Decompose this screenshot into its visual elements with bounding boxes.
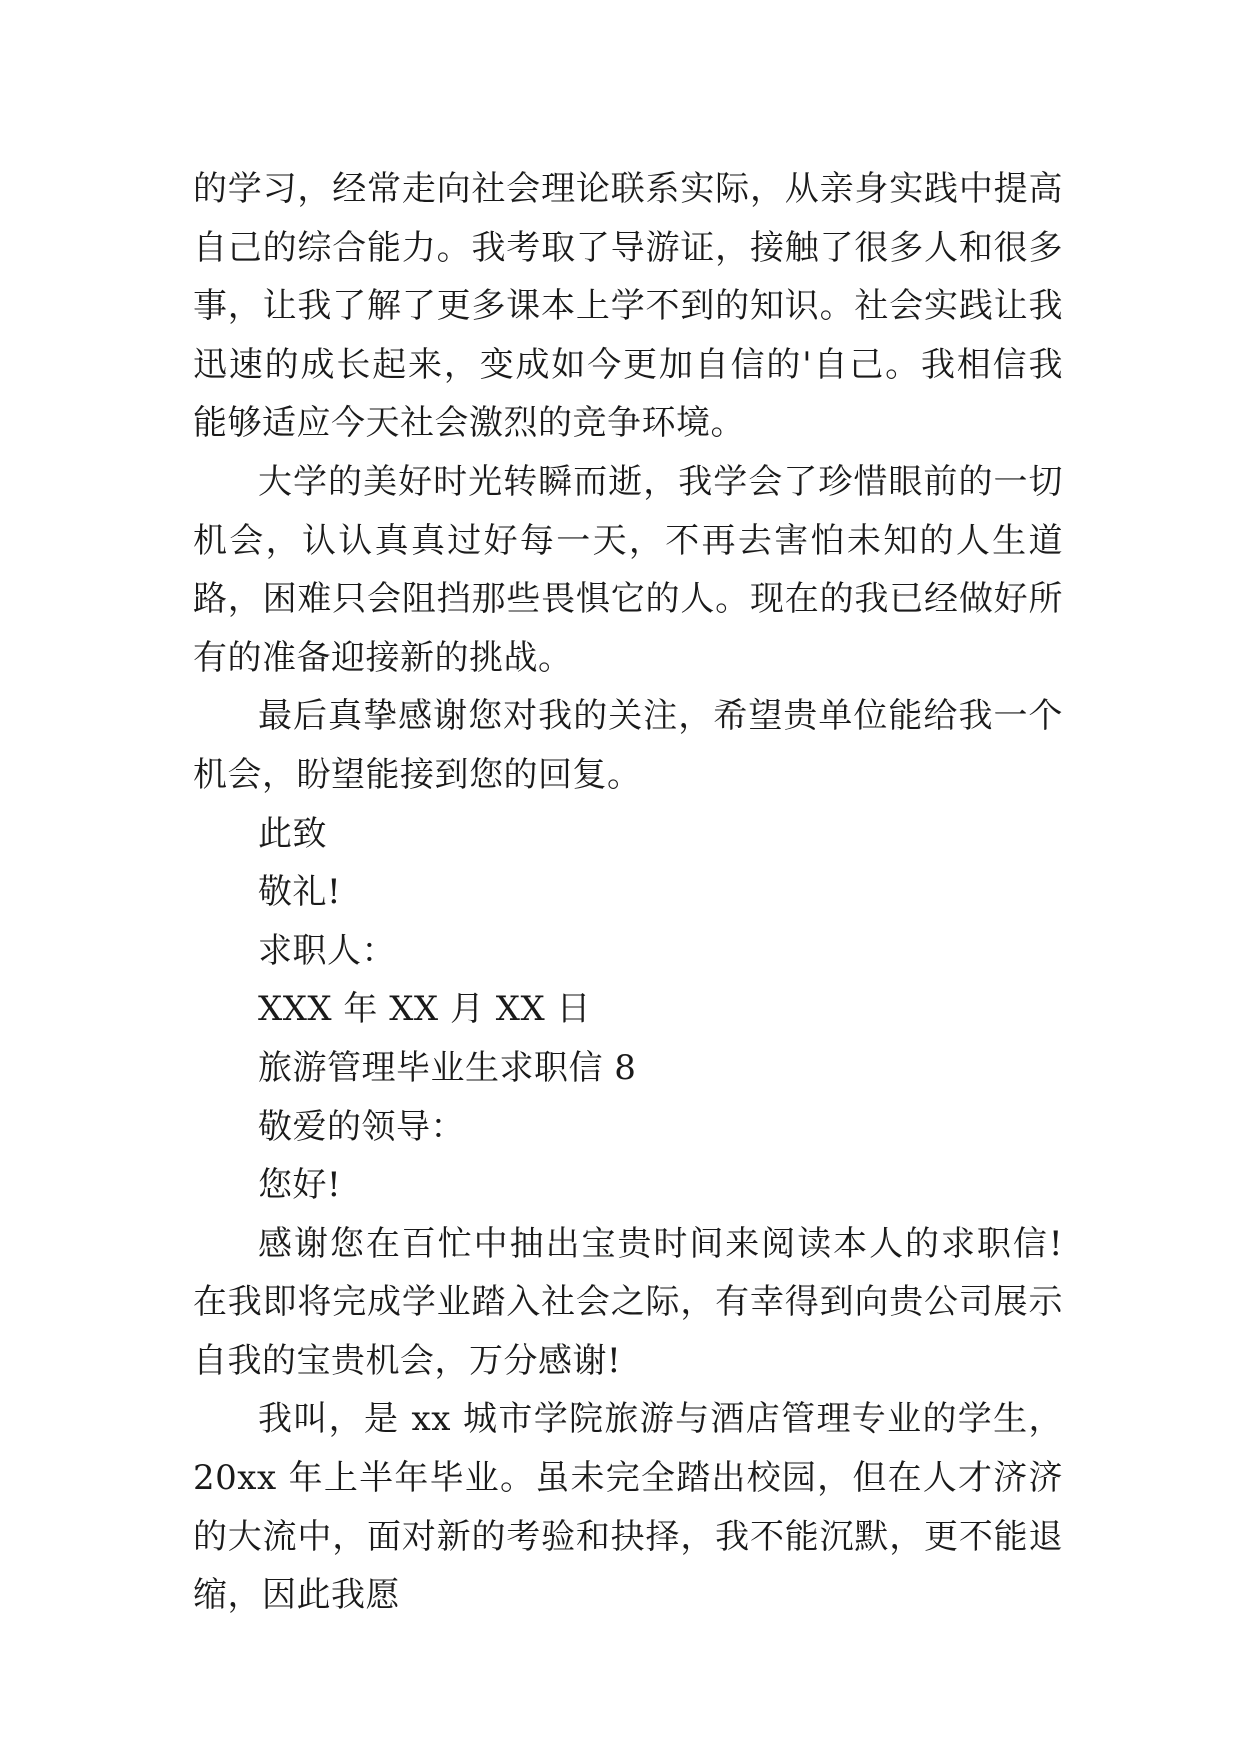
paragraph-introduction: 我叫，是 xx 城市学院旅游与酒店管理专业的学生，20xx 年上半年毕业。虽未完全踏出校园，但在人才济济的大流中，面对新的考验和抉择，我不能沉默，更不能退缩，因此我愿 [193, 1399, 1063, 1616]
salutation: 敬爱的领导： [258, 1106, 465, 1147]
paragraph-opening-thanks: 感谢您在百忙中抽出宝贵时间来阅读本人的求职信!在我即将完成学业踏入社会之际，有幸得到向贵公司展示自我的宝贵机会，万分感谢! [193, 1223, 1063, 1381]
closing-jingli: 敬礼! [258, 872, 342, 913]
signature-applicant: 求职人： [258, 930, 396, 971]
paragraph-thanks: 最后真挚感谢您对我的关注，希望贵单位能给我一个机会，盼望能接到您的回复。 [193, 696, 1063, 795]
letter-body [193, 160, 1063, 1625]
section-title: 旅游管理毕业生求职信 8 [258, 1047, 637, 1088]
paragraph-university-time: 大学的美好时光转瞬而逝，我学会了珍惜眼前的一切机会，认认真真过好每一天，不再去害怕未知的人生道路，困难只会阻挡那些畏惧它的人。现在的我已经做好所有的准备迎接新的挑战。 [193, 461, 1063, 678]
signature-date: XXX 年 XX 月 XX 日 [258, 989, 591, 1030]
greeting: 您好! [258, 1165, 342, 1206]
paragraph-continuation: 的学习，经常走向社会理论联系实际，从亲身实践中提高自己的综合能力。我考取了导游证，接触了很多人和很多事，让我了解了更多课本上学不到的知识。社会实践让我迅速的成长起来，变成如今更加自信的'自己。我相信我能够适应今天社会激烈的竞争环境。 [193, 169, 1063, 444]
closing-cizhi: 此致 [258, 813, 327, 854]
